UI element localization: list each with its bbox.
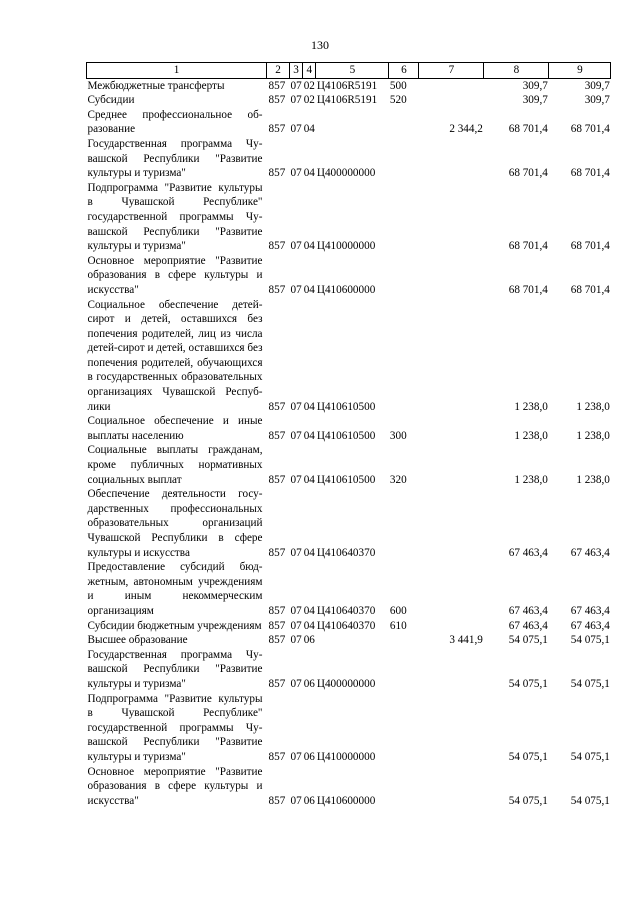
row-admin-code: 857 [268, 619, 286, 632]
row-name: Субсидии [87, 94, 135, 107]
row-value-col8: 68 701,4 [508, 167, 548, 180]
row-value-col7 [419, 137, 484, 181]
table-row [87, 443, 611, 487]
row-subsection-code: 02 [303, 94, 315, 107]
row-section-code: 07 [290, 429, 302, 442]
column-header: 8 [484, 63, 549, 79]
row-section-code: 07 [290, 546, 302, 559]
row-subsection-code: 06 [303, 794, 315, 807]
column-header: 1 [87, 63, 267, 79]
row-value-col8: 1 238,0 [514, 429, 548, 442]
row-value-col8: 67 463,4 [508, 546, 548, 559]
row-value-col8: 67 463,4 [508, 604, 548, 617]
row-section-code: 07 [290, 634, 302, 647]
row-name: Высшее образование [87, 634, 188, 647]
row-value-col8: 54 075,1 [508, 794, 548, 807]
row-value-col8: 68 701,4 [508, 123, 548, 136]
row-name: Государственная программа Чувашской Республики "Развитие культуры и туризма" [87, 137, 263, 180]
row-value-col8: 309,7 [522, 94, 548, 107]
column-header: 2 [267, 63, 290, 79]
row-name: Основное мероприятие "Развитие образования в сфере культуры и искусства" [87, 254, 263, 296]
row-value-col9: 54 075,1 [570, 677, 610, 690]
table-row [87, 78, 611, 93]
column-header: 4 [303, 63, 316, 79]
row-subsection-code: 04 [303, 429, 315, 442]
table-row [87, 560, 611, 618]
row-expense-type [389, 108, 419, 137]
row-subsection-code: 04 [303, 167, 315, 180]
row-subsection-code: 04 [303, 619, 315, 632]
row-value-col8: 54 075,1 [508, 750, 548, 763]
row-subsection-code: 02 [303, 79, 315, 92]
row-name: Подпрограмма "Развитие культуры в Чувашской Республике" государственной программы Чувашской Республики "Развитие культуры и туризма" [87, 181, 263, 253]
row-target-article: Ц400000000 [316, 677, 376, 690]
row-name: Социальные выплаты гражданам, кроме публичных нормативных социальных выплат [87, 444, 263, 486]
column-header: 3 [290, 63, 303, 79]
row-value-col7 [419, 93, 484, 108]
table-row [87, 414, 611, 443]
row-value-col8: 1 238,0 [514, 400, 548, 413]
row-value-col9: 68 701,4 [570, 123, 610, 136]
budget-table [86, 62, 611, 808]
row-admin-code: 857 [268, 400, 286, 413]
row-admin-code: 857 [268, 546, 286, 559]
row-section-code: 07 [290, 794, 302, 807]
row-target-article: Ц4106R5191 [316, 79, 378, 92]
row-value-col8: 54 075,1 [508, 634, 548, 647]
row-value-col7 [419, 692, 484, 765]
row-admin-code: 857 [268, 677, 286, 690]
row-expense-type [389, 181, 419, 254]
table-row [87, 765, 611, 809]
row-value-col9: 67 463,4 [570, 604, 610, 617]
row-expense-type [389, 487, 419, 560]
row-target-article [316, 108, 389, 137]
row-value-col7: 3 441,9 [449, 634, 483, 647]
row-admin-code: 857 [268, 794, 286, 807]
row-name: Основное мероприятие "Развитие образования в сфере культуры и искусства" [87, 765, 263, 807]
row-section-code: 07 [290, 79, 302, 92]
row-target-article: Ц410600000 [316, 794, 376, 807]
row-expense-type [389, 298, 419, 415]
row-value-col9: 1 238,0 [576, 429, 610, 442]
row-value-col7 [419, 487, 484, 560]
row-value-col7 [419, 78, 484, 93]
row-expense-type [389, 254, 419, 298]
row-section-code: 07 [290, 283, 302, 296]
row-section-code: 07 [290, 473, 302, 486]
row-value-col7 [419, 181, 484, 254]
row-target-article: Ц410000000 [316, 750, 376, 763]
table-row [87, 254, 611, 298]
row-name: Социальное обеспечение и иные выплаты населению [87, 415, 263, 442]
row-value-col7 [419, 254, 484, 298]
row-subsection-code: 04 [303, 283, 315, 296]
row-value-col7 [419, 443, 484, 487]
row-expense-type: 610 [389, 619, 407, 632]
row-subsection-code: 04 [303, 546, 315, 559]
row-name: Социальное обеспечение детей-сирот и детей, оставшихся без попечения родителей, лиц из числа детей-сирот и детей, оставшихся без попечения родителей, обучающихся в государственных образовательных организациях Чувашской Республики [87, 298, 263, 413]
row-subsection-code: 06 [303, 677, 315, 690]
row-value-col8: 1 238,0 [514, 473, 548, 486]
row-value-col9: 68 701,4 [570, 167, 610, 180]
row-admin-code: 857 [268, 123, 286, 136]
table-row [87, 692, 611, 765]
row-value-col9: 54 075,1 [570, 750, 610, 763]
row-value-col9: 68 701,4 [570, 240, 610, 253]
row-value-col9: 54 075,1 [570, 634, 610, 647]
row-value-col7 [419, 765, 484, 809]
row-target-article: Ц410610500 [316, 473, 376, 486]
row-expense-type: 320 [389, 473, 407, 486]
row-target-article: Ц4106R5191 [316, 94, 378, 107]
row-admin-code: 857 [268, 283, 286, 296]
row-subsection-code: 04 [303, 123, 315, 136]
row-value-col7 [419, 560, 484, 618]
row-value-col8: 68 701,4 [508, 283, 548, 296]
table-row [87, 648, 611, 692]
row-target-article: Ц410610500 [316, 429, 376, 442]
row-value-col8: 309,7 [522, 79, 548, 92]
column-header: 7 [419, 63, 484, 79]
row-value-col7 [419, 648, 484, 692]
page-number: 130 [311, 38, 329, 52]
row-value-col9: 309,7 [584, 79, 610, 92]
row-expense-type [389, 648, 419, 692]
row-value-col7 [419, 414, 484, 443]
row-admin-code: 857 [268, 634, 286, 647]
row-subsection-code: 04 [303, 240, 315, 253]
row-section-code: 07 [290, 619, 302, 632]
row-expense-type: 600 [389, 604, 407, 617]
row-value-col8: 67 463,4 [508, 619, 548, 632]
row-target-article: Ц410610500 [316, 400, 376, 413]
row-value-col9: 1 238,0 [576, 400, 610, 413]
row-value-col9: 67 463,4 [570, 619, 610, 632]
row-value-col9: 54 075,1 [570, 794, 610, 807]
row-value-col7: 2 344,2 [449, 123, 483, 136]
row-name: Субсидии бюджетным учреждениям [87, 619, 262, 632]
row-section-code: 07 [290, 604, 302, 617]
row-target-article [316, 633, 389, 648]
row-subsection-code: 06 [303, 750, 315, 763]
row-name: Подпрограмма "Развитие культуры в Чувашской Республике" государственной программы Чувашской Республики "Развитие культуры и туризма" [87, 692, 263, 763]
row-subsection-code: 06 [303, 634, 315, 647]
row-subsection-code: 04 [303, 604, 315, 617]
row-admin-code: 857 [268, 79, 286, 92]
row-section-code: 07 [290, 240, 302, 253]
row-target-article: Ц410640370 [316, 619, 376, 632]
row-expense-type [389, 633, 419, 648]
table-row [87, 108, 611, 137]
column-header: 5 [316, 63, 389, 79]
row-name: Предоставление субсидий бюджетным, автономным учреждениям и иным некоммерческим организациям [87, 561, 263, 617]
row-value-col9: 1 238,0 [576, 473, 610, 486]
table-row [87, 93, 611, 108]
table-row [87, 619, 611, 634]
row-target-article: Ц410000000 [316, 240, 376, 253]
row-value-col9: 309,7 [584, 94, 610, 107]
row-name: Среднее профессиональное образование [87, 108, 263, 136]
row-expense-type [389, 765, 419, 809]
row-expense-type: 520 [389, 94, 407, 107]
table-row [87, 298, 611, 415]
row-expense-type: 500 [389, 79, 407, 92]
row-admin-code: 857 [268, 167, 286, 180]
row-name: Государственная программа Чувашской Республики "Развитие культуры и туризма" [87, 648, 263, 690]
row-value-col9: 68 701,4 [570, 283, 610, 296]
row-admin-code: 857 [268, 240, 286, 253]
row-expense-type [389, 692, 419, 765]
row-subsection-code: 04 [303, 400, 315, 413]
row-target-article: Ц410640370 [316, 546, 376, 559]
row-section-code: 07 [290, 750, 302, 763]
row-admin-code: 857 [268, 429, 286, 442]
row-name: Обеспечение деятельности государственных профессиональных образовательных организаций Чувашской Республики в сфере культуры и искусства [87, 488, 263, 559]
table-body [87, 78, 611, 808]
row-value-col7 [419, 298, 484, 415]
row-admin-code: 857 [268, 94, 286, 107]
row-target-article: Ц410600000 [316, 283, 376, 296]
row-expense-type: 300 [389, 429, 407, 442]
row-section-code: 07 [290, 123, 302, 136]
row-value-col8: 54 075,1 [508, 677, 548, 690]
table-row [87, 487, 611, 560]
row-section-code: 07 [290, 167, 302, 180]
row-value-col8: 68 701,4 [508, 240, 548, 253]
row-value-col9: 67 463,4 [570, 546, 610, 559]
table-row [87, 181, 611, 254]
column-header: 9 [549, 63, 611, 79]
table-row [87, 633, 611, 648]
row-section-code: 07 [290, 400, 302, 413]
row-admin-code: 857 [268, 750, 286, 763]
row-value-col7 [419, 619, 484, 634]
row-admin-code: 857 [268, 473, 286, 486]
row-target-article: Ц410640370 [316, 604, 376, 617]
row-admin-code: 857 [268, 604, 286, 617]
row-target-article: Ц400000000 [316, 167, 376, 180]
column-header-row [87, 63, 611, 79]
row-name: Межбюджетные трансферты [87, 79, 225, 92]
column-header: 6 [389, 63, 419, 79]
row-section-code: 07 [290, 94, 302, 107]
row-expense-type [389, 137, 419, 181]
row-section-code: 07 [290, 677, 302, 690]
table-row [87, 137, 611, 181]
row-subsection-code: 04 [303, 473, 315, 486]
